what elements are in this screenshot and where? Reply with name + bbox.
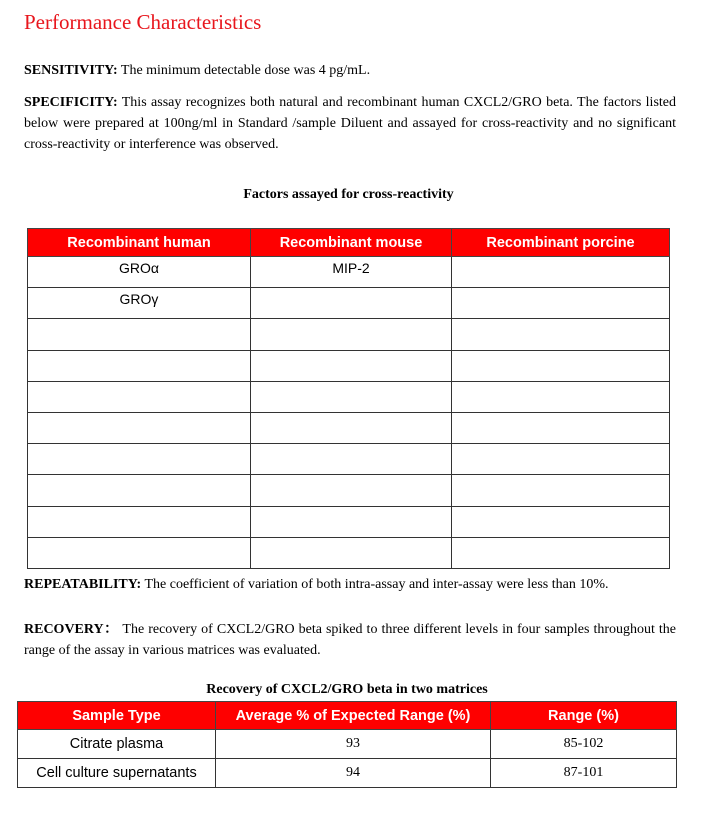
sensitivity-paragraph	[24, 60, 676, 81]
recovery-table	[17, 701, 677, 788]
table-cell: GROα	[28, 257, 251, 288]
table-row	[28, 537, 670, 568]
table-cell	[28, 319, 251, 350]
table-cell	[452, 288, 670, 319]
table-row	[28, 319, 670, 350]
recovery-table-caption: Recovery of CXCL2/GRO beta in two matrices	[206, 682, 488, 697]
table-row	[28, 350, 670, 381]
table-cell: MIP-2	[251, 257, 452, 288]
table-cell	[251, 444, 452, 475]
cross-header-human: Recombinant human	[28, 229, 251, 257]
table-cell: GROγ	[28, 288, 251, 319]
table-row	[18, 730, 677, 759]
table-row	[28, 412, 670, 443]
page-title: Performance Characteristics	[24, 10, 262, 34]
table-cell	[452, 412, 670, 443]
recovery-table-body	[18, 730, 677, 788]
table-cell	[28, 475, 251, 506]
table-row	[28, 288, 670, 319]
table-cell: Cell culture supernatants	[18, 759, 216, 788]
table-row	[28, 506, 670, 537]
table-cell: 93	[216, 730, 491, 759]
table-cell: 94	[216, 759, 491, 788]
table-cell	[452, 475, 670, 506]
sensitivity-text: The minimum detectable dose was 4 pg/mL.	[117, 63, 371, 78]
recovery-header-average: Average % of Expected Range (%)	[216, 702, 491, 730]
table-cell	[28, 506, 251, 537]
table-row	[28, 257, 670, 288]
repeatability-paragraph	[24, 574, 676, 595]
table-cell	[452, 506, 670, 537]
table-cell	[28, 537, 251, 568]
table-cell	[452, 444, 670, 475]
table-cell	[28, 444, 251, 475]
table-row	[28, 381, 670, 412]
table-row	[18, 759, 677, 788]
table-cell	[452, 381, 670, 412]
table-cell	[251, 506, 452, 537]
cross-table-header-row	[28, 229, 670, 257]
table-cell: 87-101	[491, 759, 677, 788]
specificity-text: This assay recognizes both natural and recombinant human CXCL2/GRO beta. The factors listed below were prepared at 100ng/ml in Standard /sample Diluent and assayed for cross-reactivity and no significant cross-reactivity or interference was observed.	[24, 95, 676, 152]
sensitivity-label: SENSITIVITY:	[24, 63, 118, 78]
recovery-paragraph	[24, 619, 676, 661]
table-cell	[28, 350, 251, 381]
table-cell	[452, 350, 670, 381]
cross-table-body	[28, 257, 670, 569]
table-cell	[452, 319, 670, 350]
repeatability-text: The coefficient of variation of both intra-assay and inter-assay were less than 10%.	[141, 577, 609, 592]
repeatability-label: REPEATABILITY:	[24, 577, 142, 592]
table-row	[28, 475, 670, 506]
recovery-table-header-row	[18, 702, 677, 730]
table-cell: 85-102	[491, 730, 677, 759]
cross-header-mouse: Recombinant mouse	[251, 229, 452, 257]
table-cell	[251, 475, 452, 506]
table-cell	[28, 412, 251, 443]
table-cell	[251, 412, 452, 443]
table-cell: Citrate plasma	[18, 730, 216, 759]
table-cell	[251, 537, 452, 568]
table-cell	[28, 381, 251, 412]
specificity-label: SPECIFICITY:	[24, 95, 118, 110]
table-cell	[251, 350, 452, 381]
table-cell	[251, 319, 452, 350]
cross-table-caption: Factors assayed for cross-reactivity	[243, 187, 454, 202]
cross-header-porcine: Recombinant porcine	[452, 229, 670, 257]
table-cell	[251, 288, 452, 319]
table-cell	[251, 381, 452, 412]
table-row	[28, 444, 670, 475]
cross-reactivity-table	[27, 228, 670, 569]
specificity-paragraph	[24, 92, 676, 155]
table-cell	[452, 257, 670, 288]
table-cell	[452, 537, 670, 568]
recovery-header-range: Range (%)	[491, 702, 677, 730]
recovery-text: The recovery of CXCL2/GRO beta spiked to three different levels in four samples throughout the range of the assay in various matrices was evaluated.	[24, 622, 676, 658]
recovery-header-sample-type: Sample Type	[18, 702, 216, 730]
recovery-label: RECOVERY：	[24, 622, 119, 637]
